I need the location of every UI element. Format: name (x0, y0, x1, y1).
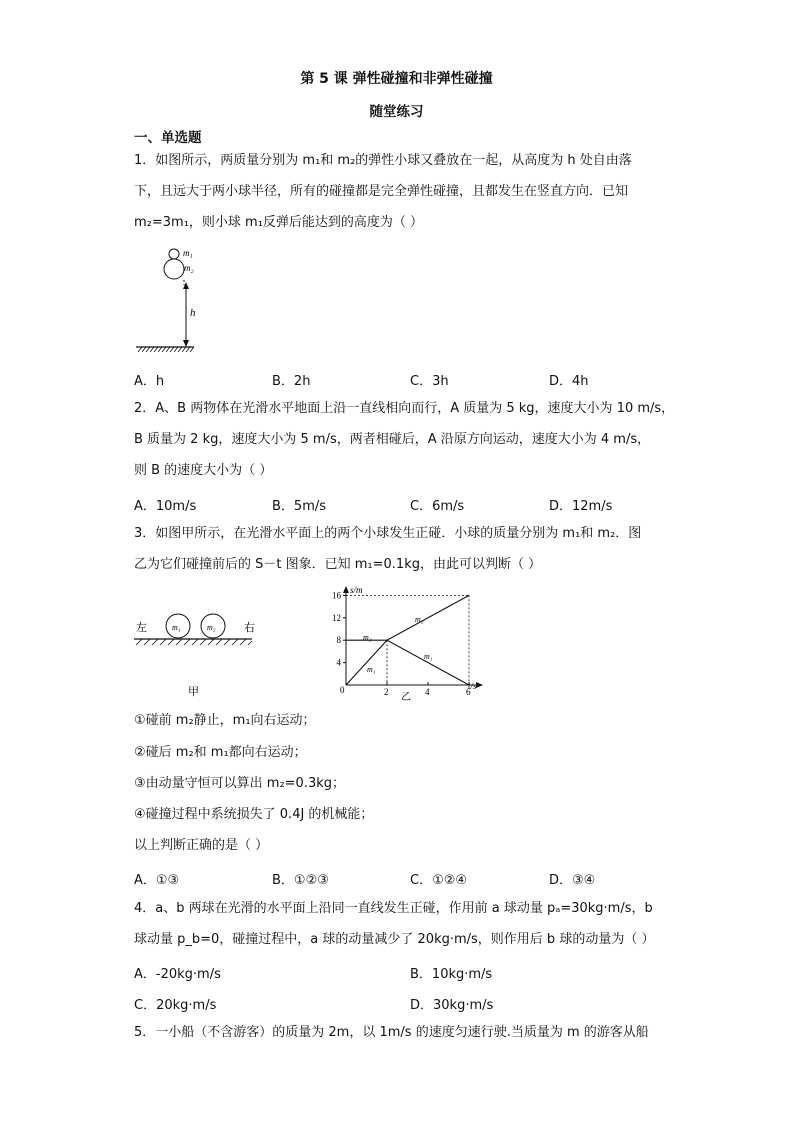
section-heading: 一、单选题 (134, 130, 202, 146)
arrow-head-top (183, 282, 189, 289)
q1-line2: 下，且远大于两小球半径，所有的碰撞都是完全弹性碰撞，且都发生在竖直方向．已知 (134, 184, 629, 199)
y-tick-label: 12 (332, 612, 341, 623)
q1-line1: 1．如图所示，两质量分别为 m₁和 m₂的弹性小球又叠放在一起，从高度为 h 处自由落 (134, 153, 632, 168)
q4-option-b[interactable]: B．10kg·m/s (410, 967, 493, 982)
label-right: 右 (244, 622, 255, 634)
q2-line3: 则 B 的速度大小为（ ） (134, 463, 273, 478)
series-label-m1-before: m₁ (367, 665, 376, 674)
q3-option-b[interactable]: B．①②③ (272, 873, 329, 888)
q2-line1: 2．A、B 两物体在光滑水平地面上沿一直线相向而行，A 质量为 5 kg，速度大小为 10 m/s， (134, 401, 675, 416)
q2-option-a[interactable]: A．10m/s (134, 499, 197, 514)
q1-line3: m₂=3m₁，则小球 m₁反弹后能达到的高度为（ ） (134, 215, 424, 230)
q3-question: 以上判断正确的是（ ） (134, 838, 269, 853)
q3-st-chart (330, 583, 490, 703)
q4-option-a[interactable]: A．-20kg·m/s (134, 967, 221, 982)
origin-label: 0 (340, 685, 345, 695)
q2-option-d[interactable]: D．12m/s (549, 499, 613, 514)
q2-option-c[interactable]: C．6m/s (410, 499, 465, 514)
q3-figure-jia (132, 605, 262, 700)
x-tick-label: 4 (425, 687, 430, 697)
q2-option-b[interactable]: B．5m/s (272, 499, 327, 514)
ball-m1 (169, 249, 179, 259)
y-tick-label: 4 (336, 657, 341, 668)
q1-option-c[interactable]: C．3h (410, 374, 449, 389)
ball-m2-label: m₂ (207, 623, 216, 632)
series-line-m1 (346, 640, 469, 685)
caption-yi: 乙 (401, 692, 411, 703)
label-m2: m₂ (184, 263, 194, 273)
q3-statement-4: ④碰撞过程中系统损失了 0.4J 的机械能； (134, 807, 374, 822)
label-m1: m₁ (183, 248, 193, 258)
q3-option-c[interactable]: C．①②④ (410, 873, 468, 888)
page-title: 第 5 课 弹性碰撞和非弹性碰撞 (300, 71, 493, 87)
q5-line1: 5．一小船（不含游客）的质量为 2m，以 1m/s 的速度匀速行驶.当质量为 m 的游客从船 (134, 1025, 649, 1040)
ground-hatch (138, 347, 194, 352)
x-tick-label: 2 (384, 687, 389, 697)
q3-statement-2: ②碰后 m₂和 m₁都向右运动； (134, 745, 307, 760)
arrow-head-bottom (183, 340, 189, 347)
series-label-m2-before: m₂ (363, 633, 372, 642)
q1-figure (132, 240, 232, 355)
ball-m2 (164, 259, 184, 279)
series-label-m2-after: m₂ (415, 615, 424, 624)
q1-option-d[interactable]: D．4h (549, 374, 589, 389)
q1-option-a[interactable]: A．h (134, 374, 165, 389)
q3-option-d[interactable]: D．③④ (549, 873, 596, 888)
q3-statement-3: ③由动量守恒可以算出 m₂=0.3kg； (134, 776, 346, 791)
caption-jia: 甲 (188, 686, 199, 698)
x-tick-label: 6 (466, 687, 471, 697)
y-axis-label: s/m (350, 585, 363, 595)
q4-option-d[interactable]: D．30kg·m/s (410, 998, 494, 1013)
q3-option-a[interactable]: A．①③ (134, 873, 180, 888)
y-tick-label: 8 (336, 635, 341, 646)
ball-m1-label: m₁ (172, 623, 181, 632)
surface-hatch (136, 639, 252, 645)
q3-line1: 3．如图甲所示，在光滑水平面上的两个小球发生正碰．小球的质量分别为 m₁和 m₂．图 (134, 526, 642, 541)
y-tick-label: 16 (332, 590, 341, 601)
series-label-m1-after: m₁ (424, 652, 433, 661)
q4-line2: 球动量 p_b=0，碰撞过程中，a 球的动量减少了 20kg·m/s，则作用后 b 球的动量为（ ） (134, 932, 655, 947)
q3-statement-1: ①碰前 m₂静止，m₁向右运动； (134, 713, 316, 728)
label-h: h (190, 307, 196, 319)
page-subtitle: 随堂练习 (369, 104, 424, 120)
label-left: 左 (136, 622, 147, 634)
x-axis-arrow (476, 682, 483, 688)
q1-option-b[interactable]: B．2h (272, 374, 311, 389)
x-axis-label: t/s (468, 681, 477, 691)
q4-line1: 4．a、b 两球在光滑的水平面上沿同一直线发生正碰，作用前 a 球动量 pₐ=30kg·m/s，b (134, 901, 653, 916)
q2-line2: B 质量为 2 kg，速度大小为 5 m/s，两者相碰后，A 沿原方向运动，速度大小为 4 m/s， (134, 432, 651, 447)
q3-line2: 乙为它们碰撞前后的 S－t 图象．已知 m₁=0.1kg，由此可以判断（ ） (134, 557, 542, 572)
q4-option-c[interactable]: C．20kg·m/s (134, 998, 217, 1013)
y-axis-arrow (343, 586, 349, 593)
chart-marks (332, 590, 471, 697)
